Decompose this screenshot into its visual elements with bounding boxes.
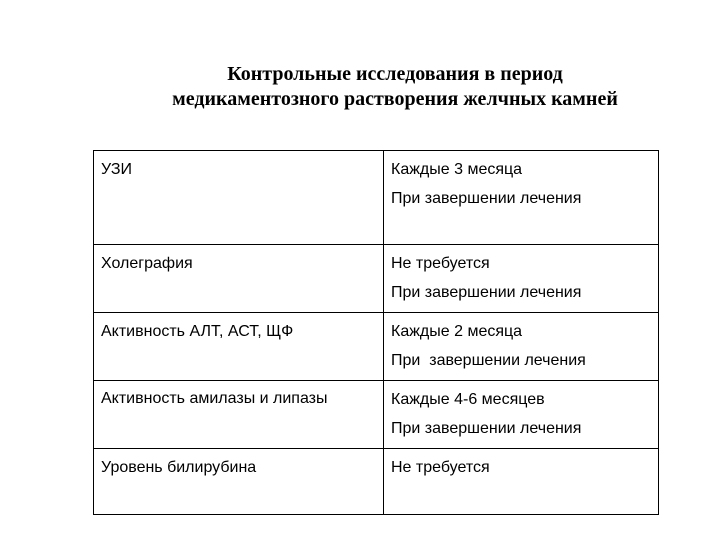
- monitoring-schedule-table: [93, 150, 659, 515]
- frequency-line: Каждые 4-6 месяцев: [391, 391, 545, 408]
- frequency-cell: [384, 381, 659, 449]
- frequency-line: При завершении лечения: [391, 352, 586, 369]
- frequency-line: Не требуется: [391, 255, 490, 272]
- frequency-line: При завершении лечения: [391, 190, 582, 207]
- frequency-cell: [384, 449, 659, 515]
- test-name-cell: Холеграфия: [94, 245, 384, 313]
- frequency-line: Каждые 2 месяца: [391, 323, 523, 340]
- table-row: [94, 449, 659, 515]
- frequency-line: Не требуется: [391, 459, 490, 476]
- frequency-cell: [384, 151, 659, 245]
- title-line-1: Контрольные исследования в период: [227, 63, 563, 85]
- table-row: [94, 245, 659, 313]
- frequency-line: При завершении лечения: [391, 420, 582, 437]
- page-title: [95, 62, 695, 112]
- table-row: [94, 151, 659, 245]
- table-row: [94, 313, 659, 381]
- table-row: [94, 381, 659, 449]
- frequency-line: При завершении лечения: [391, 284, 582, 301]
- frequency-cell: [384, 245, 659, 313]
- frequency-line: Каждые 3 месяца: [391, 161, 523, 178]
- test-name-cell: Активность амилазы и липазы: [94, 381, 384, 449]
- test-name-cell: Активность АЛТ, АСТ, ЩФ: [94, 313, 384, 381]
- test-name-cell: Уровень билирубина: [94, 449, 384, 515]
- title-line-2: медикаментозного растворения желчных камней: [172, 88, 618, 110]
- test-name-cell: УЗИ: [94, 151, 384, 245]
- frequency-cell: [384, 313, 659, 381]
